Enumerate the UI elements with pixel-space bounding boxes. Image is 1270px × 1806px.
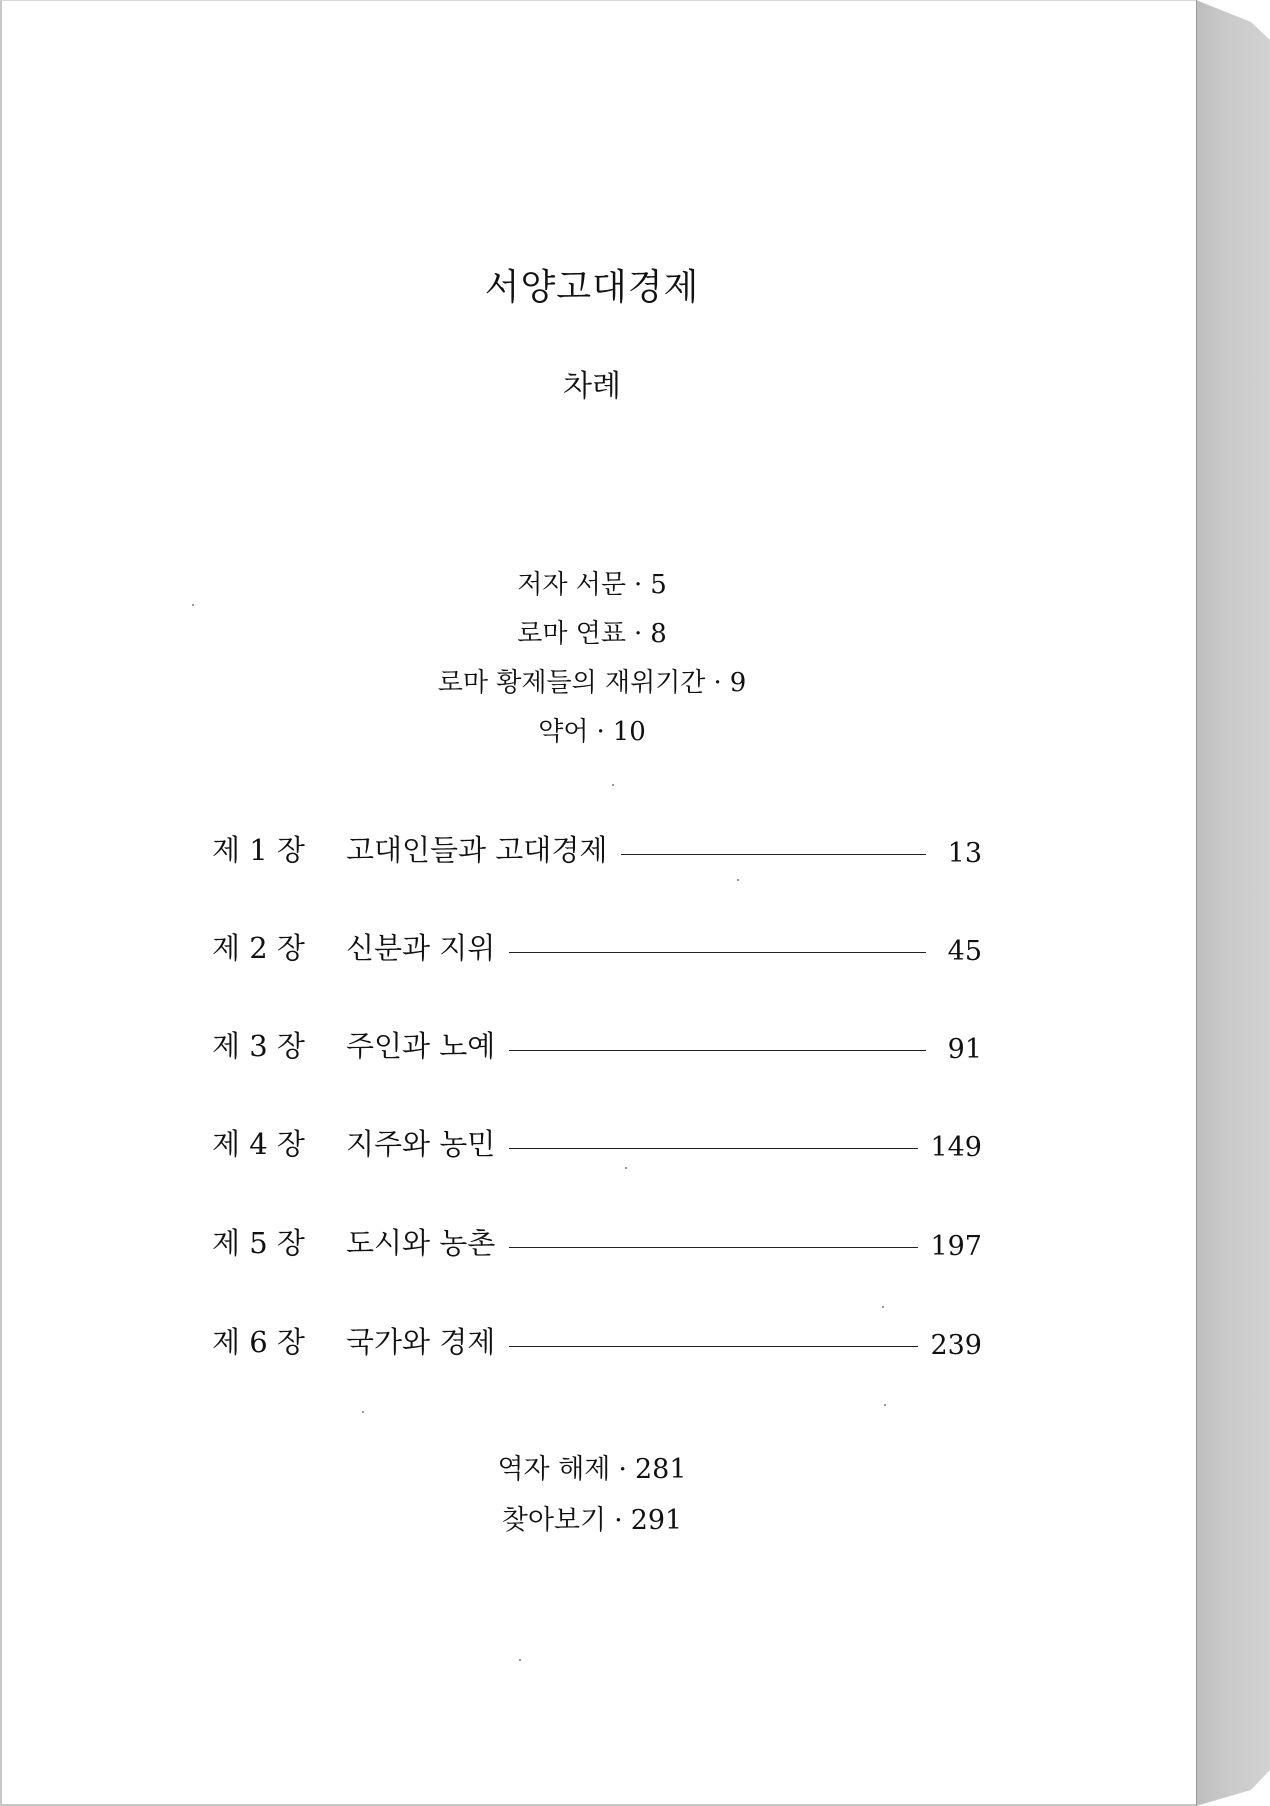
chapter-number: 제 6 장	[212, 1325, 305, 1359]
front-matter-item	[2, 662, 1182, 699]
chapter-number: 제 2 장	[212, 931, 305, 965]
leader-line	[509, 1247, 918, 1248]
chapter-number: 제 1 장	[212, 833, 305, 867]
chapter-page: 197	[930, 1231, 982, 1262]
separator-dot: ·	[618, 1454, 627, 1485]
front-matter-title: 약어	[538, 717, 589, 747]
scan-speck	[612, 784, 614, 786]
separator-dot: ·	[596, 717, 605, 747]
toc-heading: 차례	[563, 369, 621, 404]
scan-speck	[192, 604, 194, 606]
front-matter-page: 9	[729, 668, 747, 698]
separator-dot: ·	[713, 668, 722, 698]
chapter-page: 45	[947, 936, 982, 967]
scan-speck	[884, 1404, 886, 1406]
back-matter-item	[2, 1498, 1182, 1537]
chapter-page: 13	[947, 838, 982, 869]
back-matter-page: 281	[634, 1454, 687, 1485]
chapter-page: 239	[930, 1330, 982, 1361]
leader-line	[509, 1148, 918, 1149]
chapter-page: 149	[930, 1132, 982, 1163]
separator-dot: ·	[614, 1505, 623, 1536]
chapter-title: 고대인들과 고대경제	[346, 833, 608, 867]
back-matter-page: 291	[630, 1505, 683, 1536]
chapter-entry	[212, 1123, 982, 1163]
book-edge	[1196, 0, 1270, 1806]
chapter-number: 제 4 장	[212, 1127, 305, 1161]
front-matter-title: 저자 서문	[517, 570, 626, 600]
chapter-title: 신분과 지위	[346, 931, 496, 965]
chapter-title: 국가와 경제	[346, 1325, 496, 1359]
chapter-number: 제 5 장	[212, 1226, 305, 1260]
scan-speck	[362, 1411, 364, 1413]
front-matter-item	[2, 711, 1182, 748]
separator-dot: ·	[633, 570, 643, 600]
front-matter-item	[2, 613, 1182, 650]
front-matter-page: 8	[650, 619, 667, 649]
chapter-entry	[212, 829, 982, 869]
leader-line	[509, 1050, 926, 1051]
chapter-page: 91	[947, 1034, 982, 1065]
chapter-title: 도시와 농촌	[346, 1226, 496, 1260]
scan-speck	[737, 879, 739, 881]
back-matter-title: 역자 해제	[497, 1454, 611, 1485]
front-matter-title: 로마 황제들의 재위기간	[437, 668, 706, 698]
chapter-entry	[212, 1321, 982, 1361]
front-matter-page: 5	[650, 570, 667, 600]
book-edge-line	[1196, 0, 1197, 1806]
scan-speck	[882, 1306, 884, 1308]
chapter-entry	[212, 927, 982, 967]
front-matter-page: 10	[612, 717, 646, 747]
back-matter-title: 찾아보기	[501, 1505, 607, 1536]
leader-line	[509, 1346, 918, 1347]
chapter-title: 지주와 농민	[346, 1127, 496, 1161]
chapter-entry	[212, 1025, 982, 1065]
back-matter-item	[2, 1447, 1182, 1486]
front-matter-title: 로마 연표	[517, 619, 626, 649]
scan-speck	[519, 1659, 521, 1661]
front-matter-item	[2, 564, 1182, 601]
scan-speck	[625, 1167, 627, 1169]
chapter-entry	[212, 1222, 982, 1262]
leader-line	[621, 854, 926, 855]
book-title: 서양고대경제	[484, 267, 700, 308]
chapter-number: 제 3 장	[212, 1029, 305, 1063]
chapter-title: 주인과 노예	[346, 1029, 496, 1063]
leader-line	[509, 952, 926, 953]
separator-dot: ·	[633, 619, 643, 649]
